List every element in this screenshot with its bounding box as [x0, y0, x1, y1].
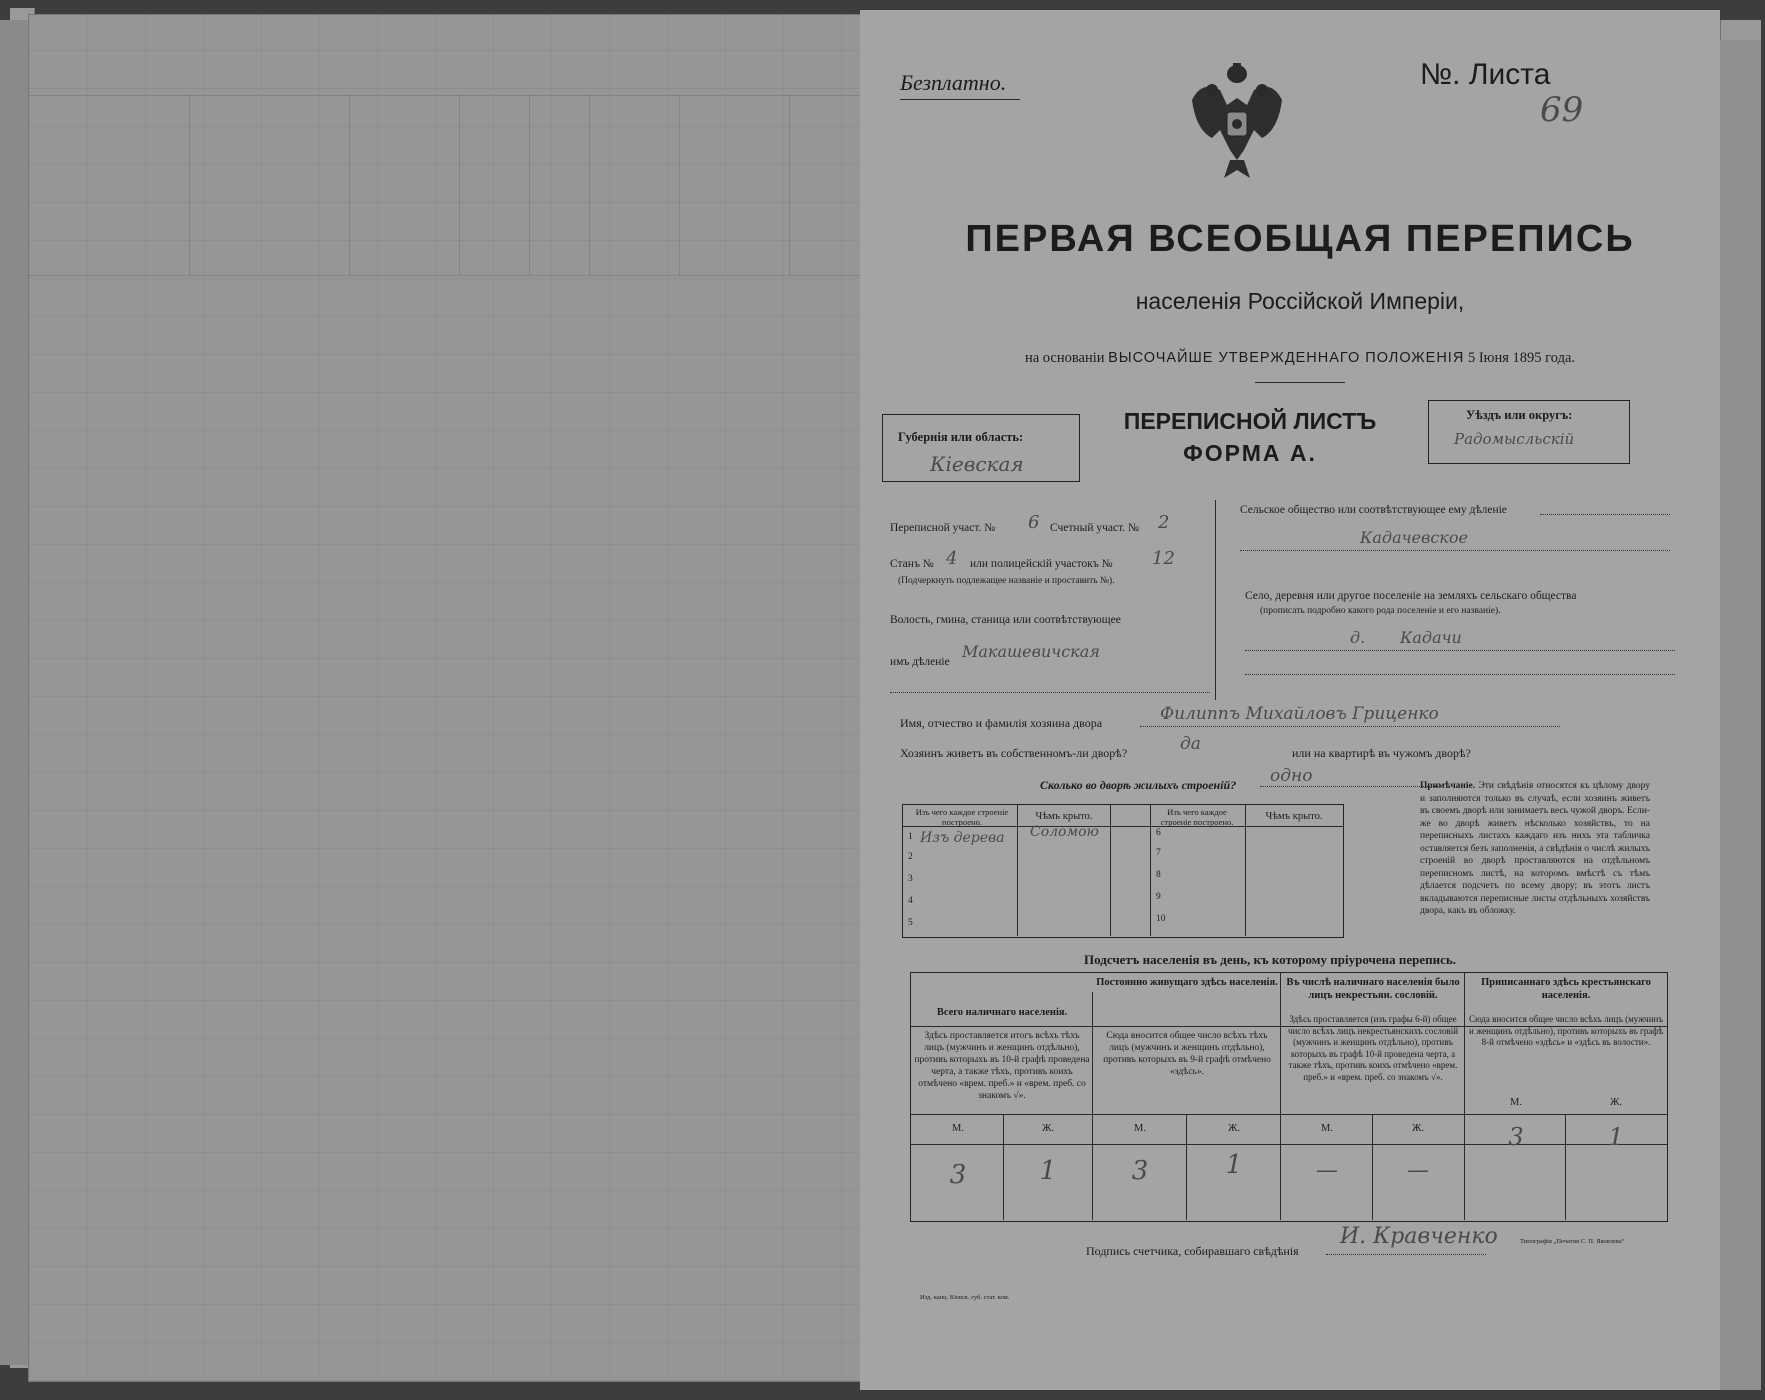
owner-lives-value: да	[1180, 734, 1201, 754]
count-col-zh-label: Ж.	[1041, 1123, 1055, 1134]
table-line	[1110, 804, 1111, 936]
imprint-right: Типографія „Печатня С. П. Яковлева“	[1520, 1238, 1625, 1245]
volost-value: Макашевичская	[962, 642, 1100, 661]
table-line	[1017, 804, 1018, 936]
count-col-desc: Здѣсь проставляется итогъ всѣхъ тѣхъ лицъ (мужчинъ и женщинъ отдѣльно), противъ которыхъ въ 10-й графѣ проведена черта, а также тѣхъ, противъ коихъ отмѣчено «врем. преб.» и «врем. преб. со знакомъ √».	[914, 1031, 1090, 1101]
sheet-number-label: №. Листа	[1420, 58, 1551, 91]
count-col-header: Приписаннаго здѣсь крестьянскаго населенія.	[1481, 977, 1651, 1001]
selskoe-value: Кадачевское	[1360, 528, 1468, 547]
building-roof-value: Соломою	[1030, 824, 1099, 840]
selo-label: Село, деревня или другое поселеніе на земляхъ сельскаго общества	[1245, 590, 1577, 602]
count-col-header: Въ числѣ наличнаго населенія было лицъ некрестьян. сословій.	[1286, 977, 1460, 1001]
census-main-title: ПЕРВАЯ ВСЕОБЩАЯ ПЕРЕПИСЬ	[965, 218, 1635, 260]
count-zh-value: 1	[1608, 1123, 1624, 1151]
dotted-line	[890, 692, 1210, 693]
owner-or-label: или на квартирѣ въ чужомъ дворѣ?	[1292, 746, 1471, 760]
row-number: 5	[908, 918, 913, 928]
dotted-line	[1540, 514, 1670, 515]
building-material-value: Изъ дерева	[920, 830, 1005, 846]
selo-prefix: д.	[1350, 628, 1366, 647]
row-number: 8	[1156, 870, 1161, 880]
buildings-col-material-header: Изъ чего каждое строеніе построено.	[1160, 807, 1234, 827]
page-stack-edge	[0, 20, 31, 1365]
signature-value: И. Кравченко	[1340, 1224, 1498, 1249]
count-col-m-label: М.	[1510, 1097, 1522, 1108]
table-line	[1464, 972, 1465, 1220]
perepis-uchast-value: 6	[1028, 512, 1040, 533]
count-zh-value: —	[1407, 1158, 1429, 1183]
ghost-header-line	[29, 95, 867, 96]
sheet-number-value: 69	[1540, 90, 1584, 130]
ghost-column-line	[589, 95, 590, 275]
buildings-col-roof-header: Чѣмъ крыто.	[1035, 811, 1093, 822]
ghost-column-line	[679, 95, 680, 275]
row-number: 6	[1156, 828, 1161, 838]
buildings-value: одно	[1270, 766, 1313, 786]
left-page	[28, 14, 868, 1382]
row-number: 9	[1156, 892, 1161, 902]
dotted-line	[1140, 726, 1560, 727]
count-m-value: 3	[1508, 1123, 1524, 1151]
sheet-title: ПЕРЕПИСНОЙ ЛИСТЪ	[1123, 408, 1377, 434]
ghost-column-line	[349, 95, 350, 275]
divider	[1255, 382, 1345, 383]
table-line	[1150, 804, 1151, 936]
uezd-label: Уѣздъ или округъ:	[1466, 408, 1573, 422]
count-col-desc: Здѣсь проставляется (изъ графы 6-й) общее число всѣхъ лицъ некрестьянскихъ сословій (мужчинъ и женщинъ отдѣльно), противъ которыхъ въ графѣ 10-й проведена черта, а также тѣхъ, противъ коихъ отмѣчено «врем. преб.» и «врем. преб. со знакомъ √».	[1287, 1014, 1459, 1082]
stan-value: 4	[946, 548, 958, 569]
underline	[900, 99, 1020, 100]
count-title: Подсчетъ населенія въ день, къ которому пріурочена перепись.	[1084, 952, 1456, 967]
count-col-header: Постоянно живущаго здѣсь населенія.	[1096, 977, 1278, 988]
imprint-left: Изд. канц. Кіевск. губ. стат. ком.	[920, 1294, 1010, 1301]
dotted-line	[1326, 1254, 1486, 1255]
table-line	[1280, 972, 1281, 1220]
count-m-value: 3	[949, 1160, 967, 1190]
count-col-m-label: М.	[1134, 1123, 1146, 1134]
buildings-col-material-header: Изъ чего каждое строеніе построено.	[915, 807, 1009, 827]
volost-label: Волость, гмина, станица или соотвѣтствующее	[890, 614, 1121, 626]
buildings-label: Сколько во дворѣ жилыхъ строеній?	[1040, 778, 1237, 792]
dotted-line	[1245, 650, 1675, 651]
coat-of-arms-icon	[1182, 60, 1292, 190]
police-label: или полицейскій участокъ №	[970, 558, 1113, 570]
selo-note: (прописать подробно какого рода поселеніе и его названіе).	[1260, 606, 1501, 616]
table-line	[1372, 1114, 1373, 1220]
schetny-value: 2	[1158, 512, 1170, 533]
buildings-col-roof-header: Чѣмъ крыто.	[1265, 811, 1323, 822]
free-label: Безплатно.	[900, 70, 1007, 95]
dotted-line	[1245, 674, 1675, 675]
ghost-column-line	[189, 95, 190, 275]
census-form-page	[860, 10, 1720, 1390]
count-col-desc: Сюда вносится общее число всѣхъ тѣхъ лицъ (мужчинъ и женщинъ отдѣльно), противъ которыхъ въ 9-й графѣ отмѣчено «здѣсь».	[1103, 1031, 1271, 1077]
selo-value: Кадачи	[1400, 628, 1462, 647]
dotted-line	[1240, 550, 1670, 551]
underline-note: (Подчеркнуть подлежащее названіе и проставить №).	[898, 576, 1115, 586]
ghost-column-line	[789, 95, 790, 275]
police-value: 12	[1152, 548, 1175, 569]
row-number: 4	[908, 896, 913, 906]
count-col-zh-label: Ж.	[1227, 1123, 1241, 1134]
count-col-m-label: М.	[952, 1123, 964, 1134]
owner-lives-label: Хозяинъ живетъ въ собственномъ-ли дворѣ?	[900, 746, 1128, 760]
buildings-note: Примѣчаніе. Эти свѣдѣнія относятся къ цѣлому двору и заполняются только въ случаѣ, если хозяинъ живетъ въ своемъ дворѣ или занимаетъ весь чужой дворъ. Если-же во дворѣ живетъ нѣсколько хозяйствъ, то на переписныхъ листахъ каждаго изъ нихъ эта табличка оставляется безъ заполненія, а свѣдѣнія о числѣ жилыхъ строеній во дворѣ проставляются на отдѣльномъ переписномъ листѣ, на которомъ вмѣстѣ съ тѣмъ дѣлается подсчетъ по всему двору; въ этотъ листъ вкладываются переписные листы отдѣльныхъ хозяйствъ двора, какъ въ обложку.	[1420, 781, 1651, 916]
schetny-label: Счетный участ. №	[1050, 522, 1139, 534]
table-line	[1565, 1114, 1566, 1220]
census-subtitle: населенія Россійской Имперіи,	[1135, 288, 1465, 314]
volost-label-2: имъ дѣленіе	[890, 656, 950, 668]
count-zh-value: 1	[1039, 1156, 1057, 1186]
owner-name-value: Филиппъ Михайловъ Гриценко	[1160, 704, 1439, 724]
count-col-m-label: М.	[1321, 1123, 1333, 1134]
table-line	[910, 1114, 1667, 1115]
guberniya-value: Кіевская	[930, 452, 1024, 476]
section-divider	[1215, 500, 1216, 700]
row-number: 3	[908, 874, 913, 884]
census-basis-line: на основаніи ВЫСОЧАЙШЕ УТВЕРЖДЕННАГО ПОЛОЖЕНІЯ 5 Іюня 1895 года.	[1024, 350, 1576, 366]
guberniya-label: Губернія или область:	[898, 430, 1024, 444]
ghost-column-line	[529, 95, 530, 275]
table-line	[1186, 1114, 1187, 1220]
signature-label: Подпись счетчика, собиравшаго свѣдѣнія	[1086, 1244, 1299, 1258]
selskoe-label: Сельское общество или соотвѣтствующее ему дѣленіе	[1240, 504, 1507, 516]
count-col-zh-label: Ж.	[1609, 1097, 1623, 1108]
row-number: 7	[1156, 848, 1161, 858]
count-col-header: Всего наличнаго населенія.	[936, 1007, 1068, 1018]
row-number: 10	[1156, 914, 1166, 924]
ghost-column-line	[459, 95, 460, 275]
table-line	[1003, 1114, 1004, 1220]
count-col-desc: Сюда вносится общее число всѣхъ лицъ (мужчинъ и женщинъ отдѣльно), противъ которыхъ въ графѣ 8-й отмѣчено «здѣсь» и «здѣсь въ волости».	[1469, 1014, 1663, 1047]
count-zh-value: 1	[1225, 1150, 1243, 1180]
count-col-zh-label: Ж.	[1411, 1123, 1425, 1134]
form-name: ФОРМА А.	[1183, 440, 1317, 466]
uezd-value: Радомысльскій	[1454, 430, 1575, 448]
owner-name-label: Имя, отчество и фамилія хозяина двора	[900, 716, 1103, 730]
count-m-value: —	[1316, 1158, 1338, 1183]
dotted-line	[1260, 786, 1440, 787]
row-number: 2	[908, 852, 913, 862]
row-number: 1	[908, 832, 913, 842]
stan-label: Станъ №	[890, 558, 934, 570]
table-line	[1245, 804, 1246, 936]
perepis-uchast-label: Переписной участ. №	[890, 522, 996, 534]
ghost-header-line	[29, 275, 867, 276]
count-m-value: 3	[1131, 1156, 1149, 1186]
